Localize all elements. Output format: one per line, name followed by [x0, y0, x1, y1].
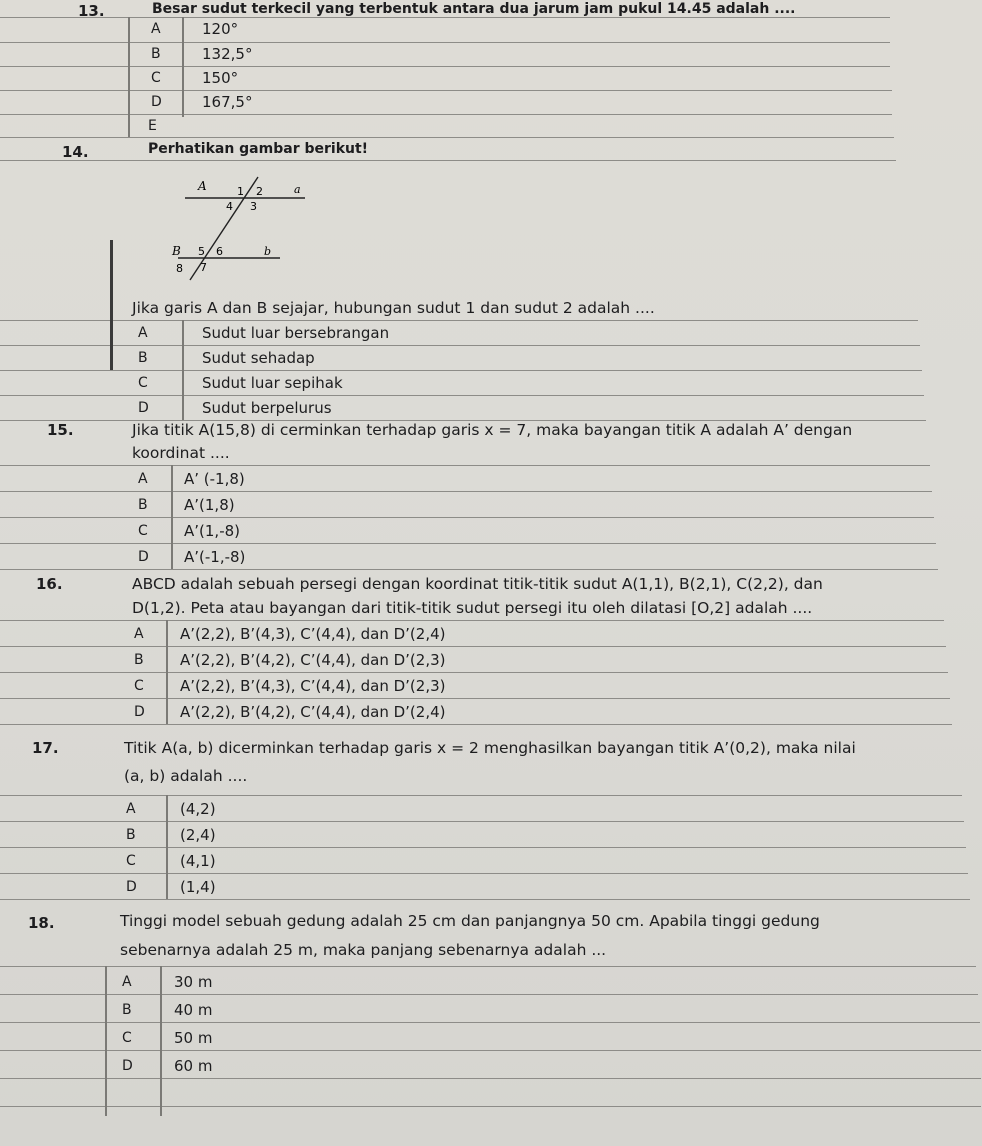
- option-letter: E: [148, 118, 157, 134]
- row-rule: [0, 873, 968, 874]
- row-rule: [0, 672, 948, 673]
- row-rule: [0, 137, 894, 138]
- option-text[interactable]: (1,4): [180, 878, 216, 896]
- option-text[interactable]: 60 m: [174, 1057, 213, 1075]
- row-rule: [0, 160, 896, 161]
- option-letter: A: [138, 325, 148, 341]
- column-divider: [160, 966, 162, 1116]
- question-number-16: 16.: [36, 575, 63, 593]
- column-divider: [105, 966, 107, 1116]
- question-16-line-1: ABCD adalah sebuah persegi dengan koordinat titik-titik sudut A(1,1), B(2,1), C(2,2), dan: [132, 575, 823, 593]
- row-rule: [0, 724, 952, 725]
- option-letter: C: [138, 375, 148, 391]
- question-13-text: Besar sudut terkecil yang terbentuk antara dua jarum jam pukul 14.45 adalah ....: [152, 1, 796, 17]
- angle-6: 6: [216, 245, 223, 258]
- option-letter: A: [138, 471, 148, 487]
- row-rule: [0, 114, 892, 115]
- option-text[interactable]: A’(2,2), B’(4,3), C’(4,4), dan D’(2,3): [180, 677, 446, 695]
- line-a-label: A: [198, 179, 207, 193]
- option-text[interactable]: 132,5°: [202, 45, 253, 63]
- row-rule: [0, 543, 936, 544]
- column-divider: [128, 17, 130, 137]
- option-letter: B: [122, 1002, 132, 1018]
- option-letter: A: [151, 21, 161, 37]
- row-rule: [0, 1050, 981, 1051]
- option-text[interactable]: A’(-1,-8): [184, 548, 246, 566]
- option-letter: A: [134, 626, 144, 642]
- row-rule: [0, 569, 938, 570]
- option-letter: C: [126, 853, 136, 869]
- angle-3: 3: [250, 200, 257, 213]
- option-text[interactable]: 30 m: [174, 973, 213, 991]
- option-letter: A: [126, 801, 136, 817]
- row-rule: [0, 821, 964, 822]
- option-text[interactable]: Sudut luar sepihak: [202, 374, 343, 392]
- option-letter: B: [151, 46, 161, 62]
- question-number-15: 15.: [47, 421, 74, 439]
- angle-2: 2: [256, 185, 263, 198]
- option-letter: D: [138, 549, 149, 565]
- line-b-label: B: [172, 244, 181, 258]
- option-text[interactable]: 150°: [202, 69, 239, 87]
- question-number-17: 17.: [32, 739, 59, 757]
- option-letter: B: [138, 350, 148, 366]
- row-rule: [0, 994, 978, 995]
- column-divider: [182, 17, 184, 117]
- row-rule: [0, 465, 930, 466]
- option-text[interactable]: 120°: [202, 20, 239, 38]
- row-rule: [0, 491, 932, 492]
- option-letter: C: [151, 70, 161, 86]
- option-letter: D: [126, 879, 137, 895]
- option-text[interactable]: (4,1): [180, 852, 216, 870]
- question-14-intro: Perhatikan gambar berikut!: [148, 141, 369, 157]
- row-rule: [0, 1078, 981, 1079]
- option-letter: C: [138, 523, 148, 539]
- angle-7: 7: [200, 261, 207, 274]
- option-text[interactable]: Sudut sehadap: [202, 349, 315, 367]
- option-text[interactable]: Sudut berpelurus: [202, 399, 332, 417]
- margin-marker: [110, 240, 113, 370]
- option-letter: A: [122, 974, 132, 990]
- angle-8: 8: [176, 262, 183, 275]
- question-17-line-1: Titik A(a, b) dicerminkan terhadap garis x = 2 menghasilkan bayangan titik A’(0,2), maka nilai: [124, 739, 856, 757]
- parallel-lines-figure: [160, 165, 320, 283]
- question-15-line-1: Jika titik A(15,8) di cerminkan terhadap garis x = 7, maka bayangan titik A adalah A’ dengan: [132, 421, 853, 439]
- row-rule: [0, 517, 934, 518]
- line-a-right-label: a: [294, 183, 301, 196]
- row-rule: [0, 1106, 981, 1107]
- option-text[interactable]: 50 m: [174, 1029, 213, 1047]
- option-letter: D: [138, 400, 149, 416]
- question-18-line-2: sebenarnya adalah 25 m, maka panjang sebenarnya adalah ...: [120, 941, 607, 959]
- option-letter: B: [134, 652, 144, 668]
- option-text[interactable]: A’(1,8): [184, 496, 235, 514]
- option-text[interactable]: A’(1,-8): [184, 522, 241, 540]
- option-letter: B: [138, 497, 148, 513]
- question-17-line-2: (a, b) adalah ....: [124, 767, 248, 785]
- angle-5: 5: [198, 245, 205, 258]
- row-rule: [0, 17, 890, 18]
- row-rule: [0, 966, 976, 967]
- question-number-13: 13.: [78, 2, 105, 20]
- option-text[interactable]: A’(2,2), B’(4,3), C’(4,4), dan D’(2,4): [180, 625, 446, 643]
- option-letter: D: [151, 94, 162, 110]
- angle-1: 1: [237, 185, 244, 198]
- option-text[interactable]: 167,5°: [202, 93, 253, 111]
- option-text[interactable]: (4,2): [180, 800, 216, 818]
- question-number-18: 18.: [28, 914, 55, 932]
- row-rule: [0, 345, 920, 346]
- row-rule: [0, 698, 950, 699]
- column-divider: [182, 320, 184, 420]
- row-rule: [0, 320, 918, 321]
- row-rule: [0, 620, 944, 621]
- row-rule: [0, 847, 966, 848]
- option-text[interactable]: (2,4): [180, 826, 216, 844]
- column-divider: [171, 465, 173, 569]
- option-letter: B: [126, 827, 136, 843]
- row-rule: [0, 646, 946, 647]
- question-18-line-1: Tinggi model sebuah gedung adalah 25 cm dan panjangnya 50 cm. Apabila tinggi gedung: [120, 912, 820, 930]
- row-rule: [0, 370, 922, 371]
- option-letter: C: [134, 678, 144, 694]
- row-rule: [0, 66, 890, 67]
- question-number-14: 14.: [62, 143, 89, 161]
- option-letter: D: [134, 704, 145, 720]
- option-letter: C: [122, 1030, 132, 1046]
- option-text[interactable]: A’(2,2), B’(4,2), C’(4,4), dan D’(2,3): [180, 651, 446, 669]
- column-divider: [166, 620, 168, 724]
- question-14-text: Jika garis A dan B sejajar, hubungan sudut 1 dan sudut 2 adalah ....: [132, 299, 655, 317]
- line-b-right-label: b: [264, 245, 272, 258]
- column-divider: [166, 795, 168, 899]
- option-letter: D: [122, 1058, 133, 1074]
- row-rule: [0, 42, 890, 43]
- option-text[interactable]: A’ (-1,8): [184, 470, 245, 488]
- option-text[interactable]: 40 m: [174, 1001, 213, 1019]
- angle-4: 4: [226, 200, 233, 213]
- question-15-line-2: koordinat ....: [132, 444, 230, 462]
- option-text[interactable]: Sudut luar bersebrangan: [202, 324, 390, 342]
- question-16-line-2: D(1,2). Peta atau bayangan dari titik-titik sudut persegi itu oleh dilatasi [O,2] adalah ....: [132, 599, 813, 617]
- row-rule: [0, 90, 892, 91]
- row-rule: [0, 395, 924, 396]
- option-text[interactable]: A’(2,2), B’(4,2), C’(4,4), dan D’(2,4): [180, 703, 446, 721]
- row-rule: [0, 795, 962, 796]
- row-rule: [0, 899, 970, 900]
- row-rule: [0, 1022, 980, 1023]
